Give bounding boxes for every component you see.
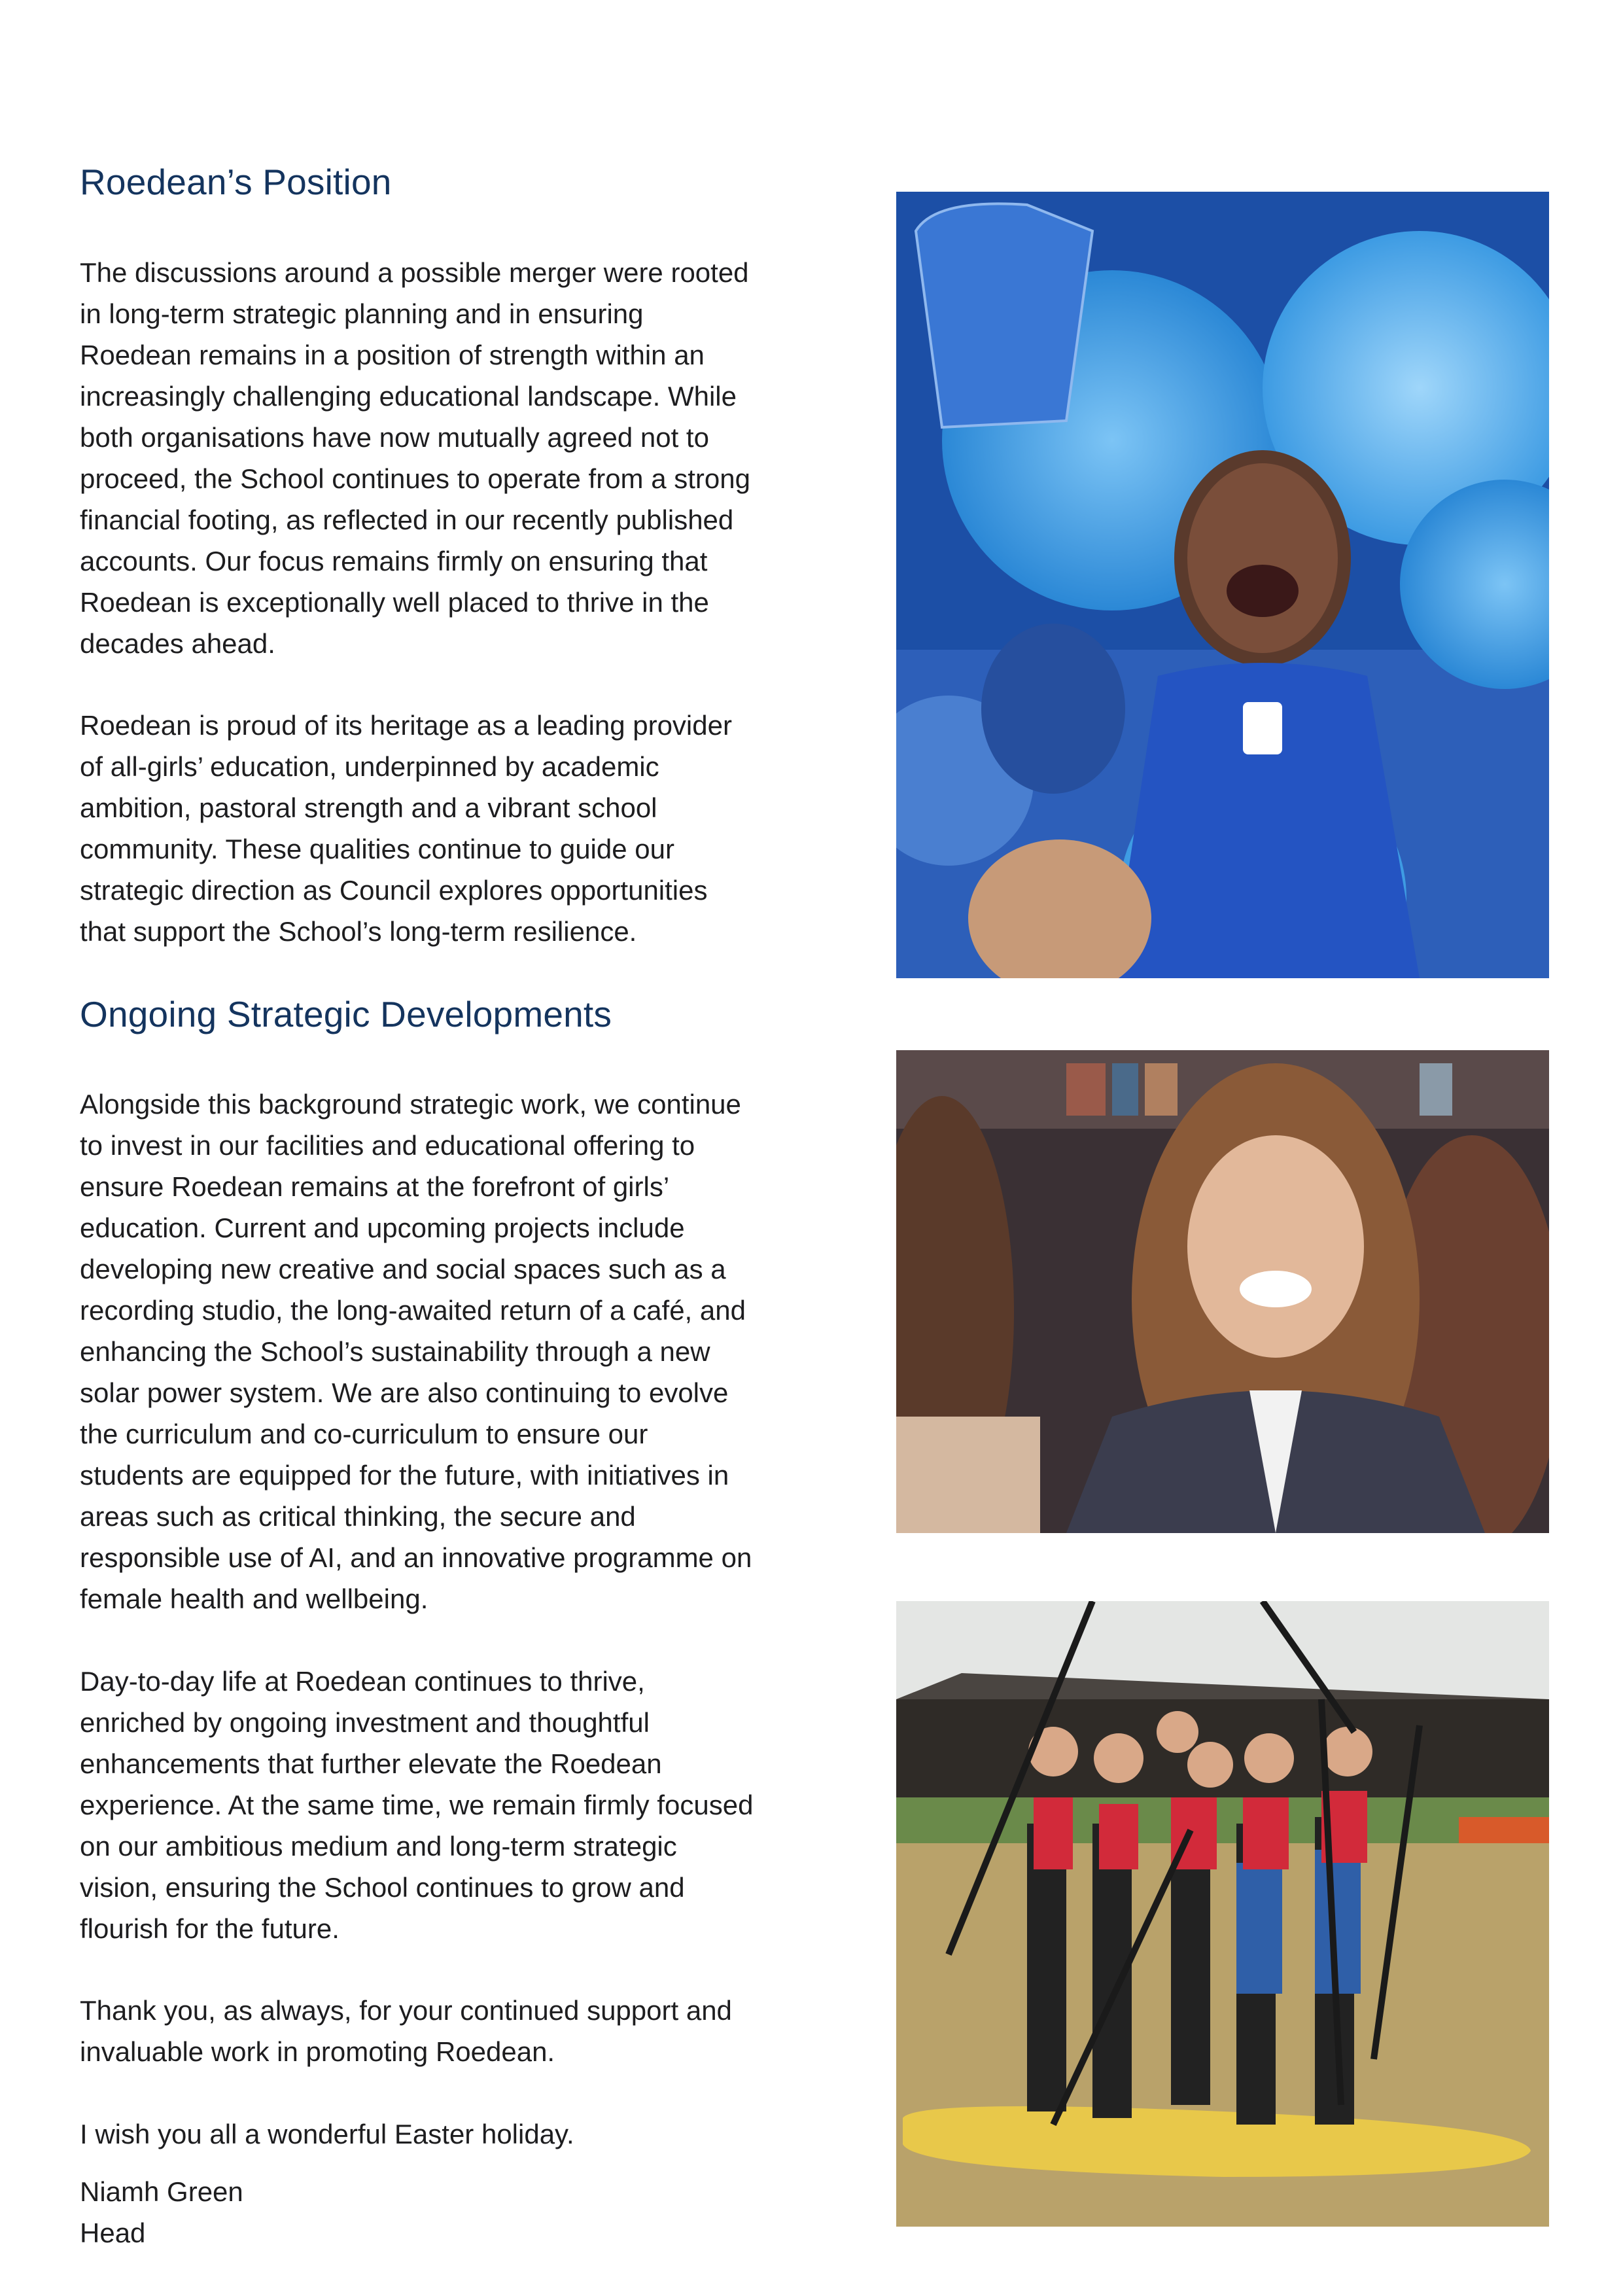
paragraph-easter-wishes: I wish you all a wonderful Easter holiday. bbox=[80, 2119, 574, 2149]
signature-block bbox=[80, 2171, 243, 2253]
paragraph-day-to-day-life: Day-to-day life at Roedean continues to thrive, enriched by ongoing investment and thoughtful enhancements that further elevate the Roedean experience. At the same time, we remain firmly focused on our ambitious medium and long-term strategic vision, ensuring the School continues to grow and flourish for the future. bbox=[80, 1666, 754, 1944]
heading-roedeans-position: Roedean’s Position bbox=[80, 162, 392, 202]
heading-ongoing-strategic-developments: Ongoing Strategic Developments bbox=[80, 994, 612, 1034]
paragraph-heritage: Roedean is proud of its heritage as a leading provider of all-girls’ education, underpinned by academic ambition, pastoral strength and a vibrant school community. These qualities continue to guide our strategic direction as Council explores opportunities that support the School’s long-term resilience. bbox=[80, 710, 732, 947]
paragraph-facilities-investment: Alongside this background strategic work, we continue to invest in our facilities and educational offering to ensure Roedean remains at the forefront of girls’ education. Current and upcoming projects include developing new creative and social spaces such as a recording studio, the long-awaited return of a café, and enhancing the School’s sustainability through a new solar power system. We are also continuing to evolve the curriculum and co-curriculum to ensure our students are equipped for the future, with initiatives in areas such as critical thinking, the secure and responsible use of AI, and an innovative programme on female health and wellbeing. bbox=[80, 1089, 752, 1614]
photo-cheering-student bbox=[896, 192, 1549, 978]
signature-title: Head bbox=[80, 2217, 146, 2248]
paragraph-thank-you: Thank you, as always, for your continued support and invaluable work in promoting Roedean. bbox=[80, 1995, 732, 2067]
signature-name: Niamh Green bbox=[80, 2176, 243, 2207]
photo-paddleboard-students bbox=[896, 1601, 1549, 2227]
photo-smiling-student bbox=[896, 1050, 1549, 1533]
paragraph-merger-discussions: The discussions around a possible merger were rooted in long-term strategic planning and in ensuring Roedean remains in a position of strength within an increasingly challenging educational landscape. While both organisations have now mutually agreed not to proceed, the School continues to operate from a strong financial footing, as reflected in our recently published accounts. Our focus remains firmly on ensuring that Roedean is exceptionally well placed to thrive in the decades ahead. bbox=[80, 257, 750, 659]
